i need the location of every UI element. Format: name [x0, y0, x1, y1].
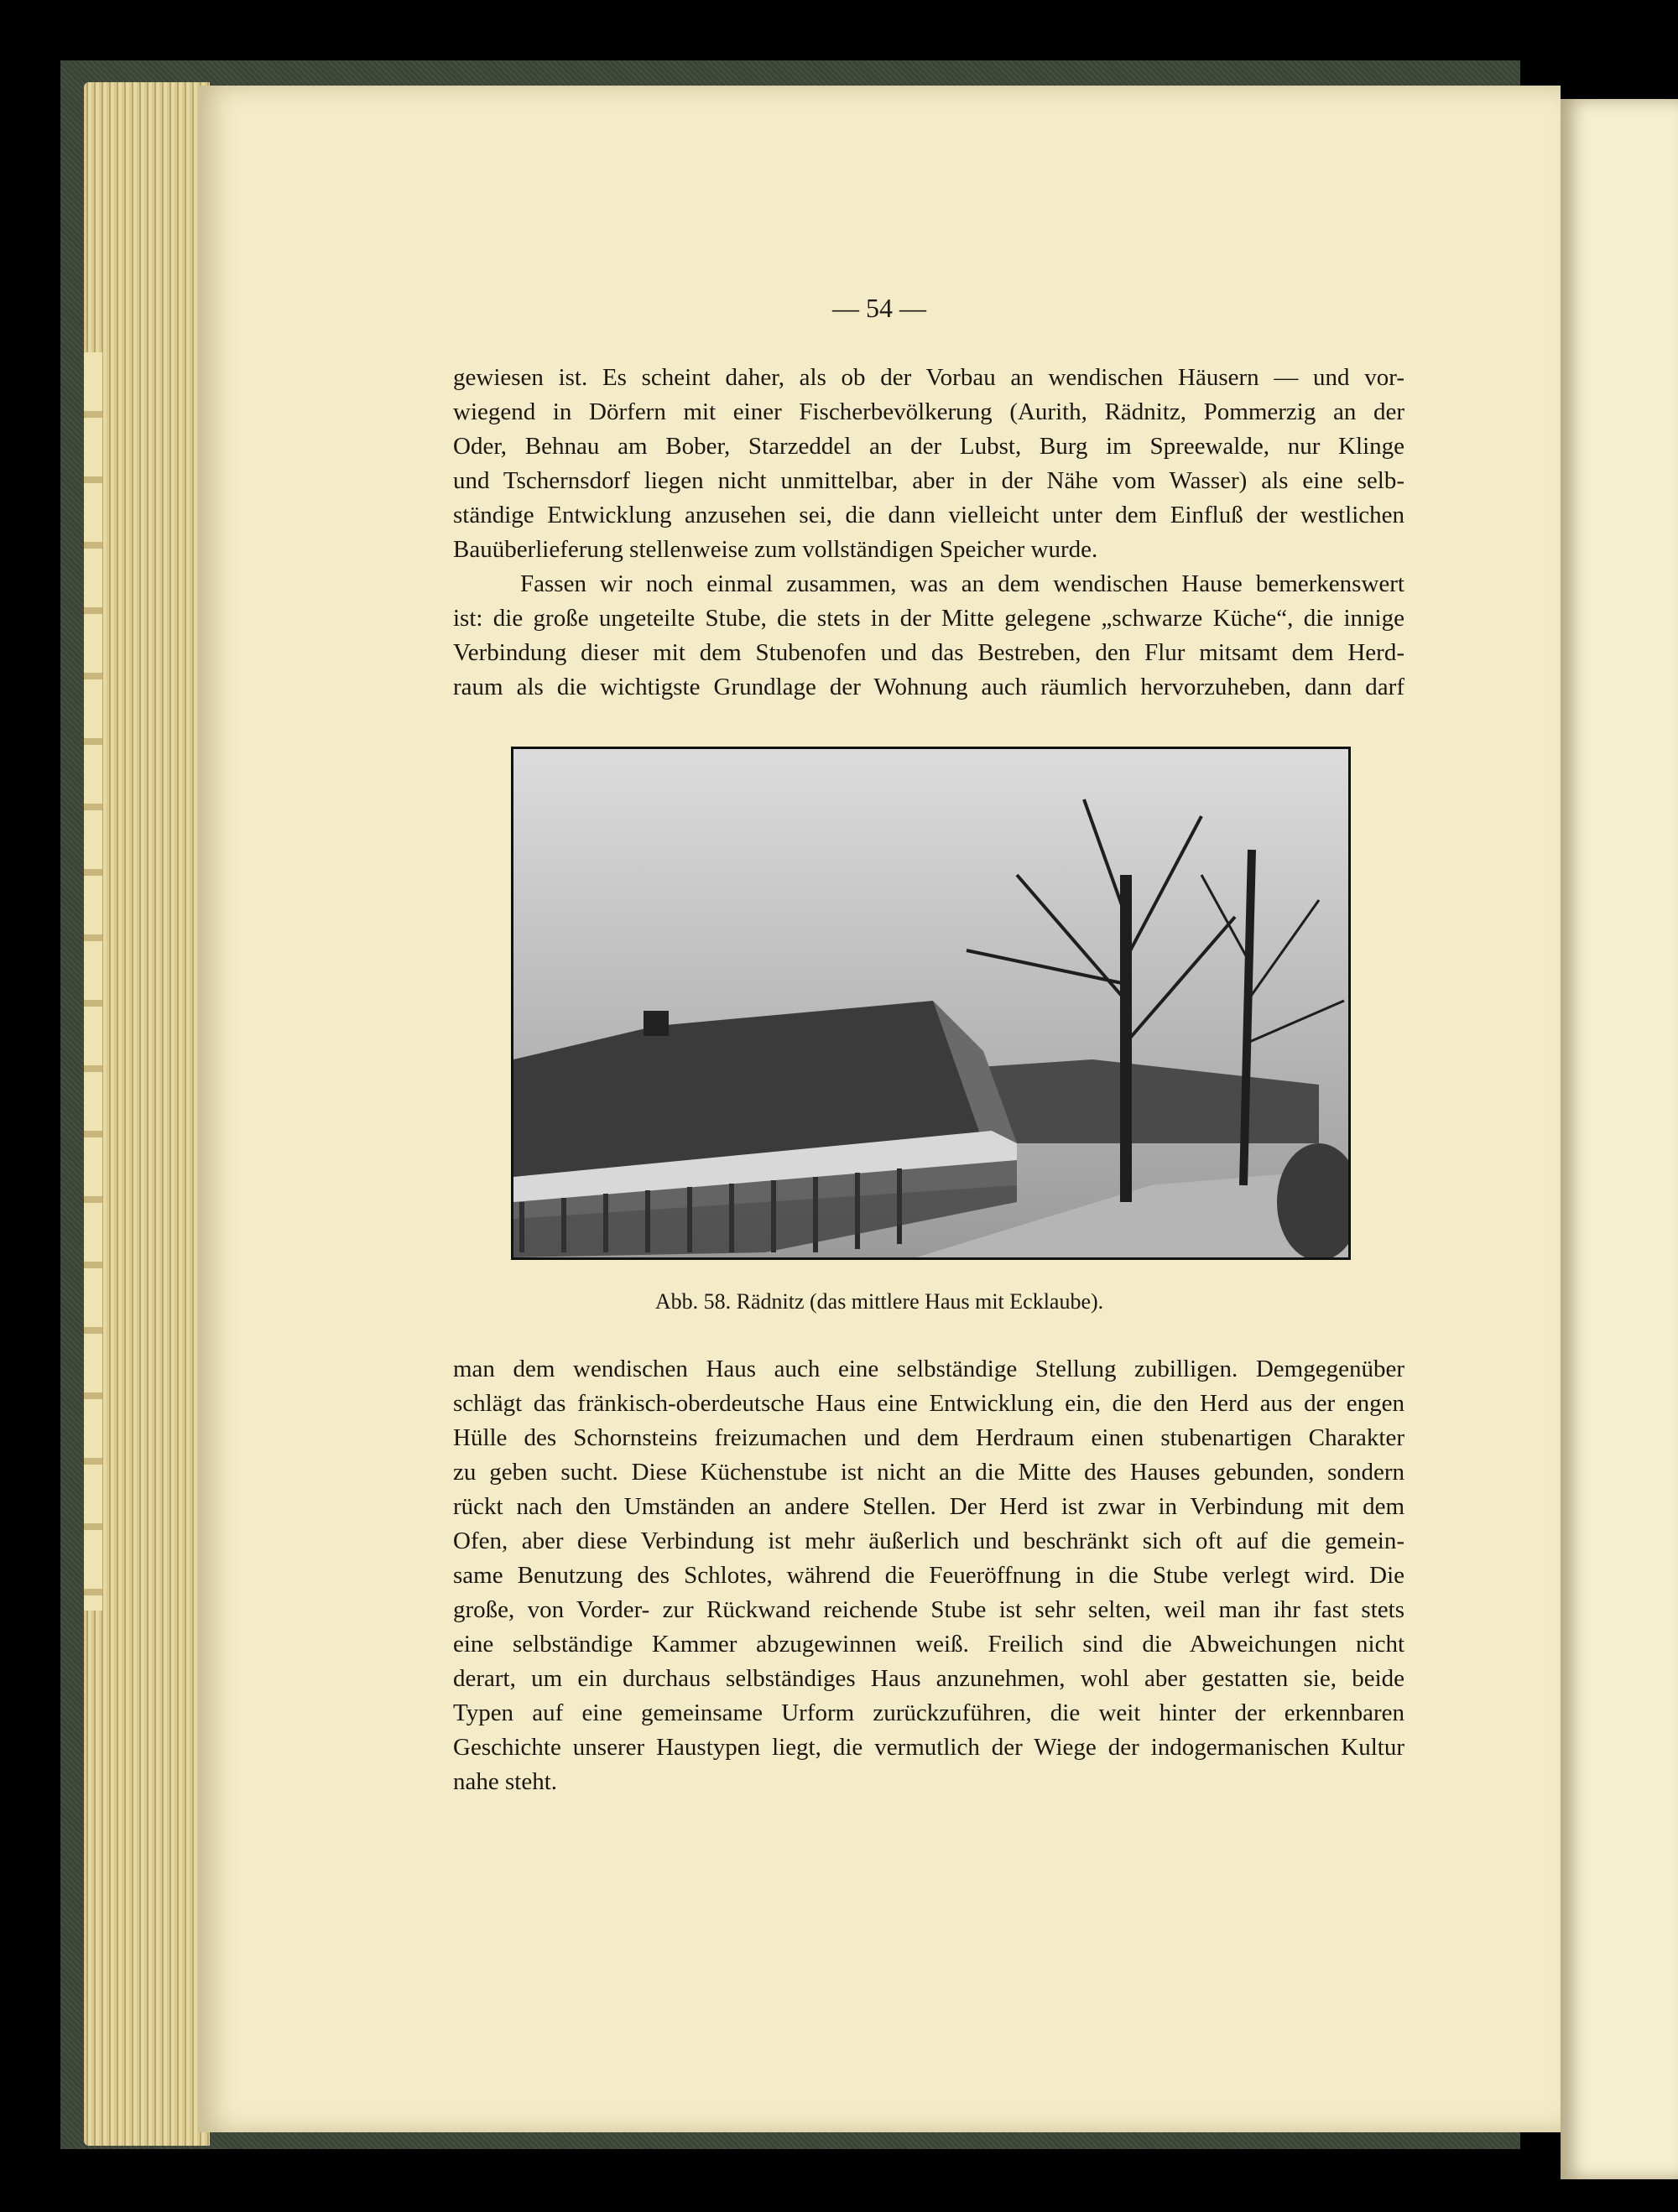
text-line: man dem wendischen Haus auch eine selbständige Stellung zubilligen. Demgegenüber — [453, 1356, 1404, 1382]
text-line: Ofen, aber diese Verbindung ist mehr äußerlich und beschränkt sich oft auf die gemein- — [453, 1528, 1404, 1554]
page-number: — 54 — — [832, 293, 926, 323]
next-page-sliver — [1561, 99, 1678, 2179]
text-line: schlägt das fränkisch-oberdeutsche Haus eine Entwicklung ein, die den Herd aus der engen — [453, 1390, 1404, 1417]
text-line: wiegend in Dörfern mit einer Fischerbevölkerung (Aurith, Rädnitz, Pommerzig an der — [453, 398, 1404, 425]
paragraph-1 — [453, 361, 1404, 567]
text-line: ständige Entwicklung anzusehen sei, die dann vielleicht unter dem Einfluß der westlichen — [453, 502, 1404, 528]
text-line: same Benutzung des Schlotes, während die Feueröffnung in die Stube verlegt wird. Die — [453, 1562, 1404, 1589]
text-line: Verbindung dieser mit dem Stubenofen und das Bestreben, den Flur mitsamt dem Herd- — [453, 639, 1404, 666]
figure-photo-raednitz-house — [511, 747, 1351, 1260]
book-page — [198, 86, 1561, 2132]
text-line: Fassen wir noch einmal zusammen, was an dem wendischen Hause bemerkenswert — [520, 570, 1404, 597]
page-edge-tabs — [84, 352, 102, 1611]
text-line: derart, um ein durchaus selbständiges Haus anzunehmen, wohl aber gestatten sie, beide — [453, 1665, 1404, 1692]
text-line: Oder, Behnau am Bober, Starzeddel an der Lubst, Burg im Spreewalde, nur Klinge — [453, 433, 1404, 460]
text-line: eine selbständige Kammer abzugewinnen weiß. Freilich sind die Abweichungen nicht — [453, 1631, 1404, 1658]
paragraph-3 — [453, 1352, 1404, 1799]
text-line: nahe steht. — [453, 1768, 558, 1795]
text-line: zu geben sucht. Diese Küchenstube ist nicht an die Mitte des Hauses gebunden, sondern — [453, 1459, 1404, 1486]
figure-caption: Abb. 58. Rädnitz (das mittlere Haus mit Ecklaube). — [654, 1289, 1104, 1314]
text-line: raum als die wichtigste Grundlage der Wohnung auch räumlich hervorzuheben, dann darf — [453, 674, 1404, 700]
page-edges — [84, 82, 210, 2146]
text-line: und Tschernsdorf liegen nicht unmittelbar, aber in der Nähe vom Wasser) als eine selb- — [453, 467, 1404, 494]
text-line: rückt nach den Umständen an andere Stellen. Der Herd ist zwar in Verbindung mit dem — [453, 1493, 1404, 1520]
paragraph-2 — [453, 567, 1404, 705]
text-line: Bauüberlieferung stellenweise zum vollständigen Speicher wurde. — [453, 536, 1098, 563]
text-line: ist: die große ungeteilte Stube, die stets in der Mitte gelegene „schwarze Küche“, die innige — [453, 605, 1404, 632]
photo-illustration — [513, 749, 1348, 1257]
text-line: gewiesen ist. Es scheint daher, als ob der Vorbau an wendischen Häusern — und vor- — [453, 364, 1404, 391]
text-line: große, von Vorder- zur Rückwand reichende Stube ist sehr selten, weil man ihr fast stets — [453, 1596, 1404, 1623]
text-line: Typen auf eine gemeinsame Urform zurückzuführen, die weit hinter der erkennbaren — [453, 1699, 1404, 1726]
text-line: Hülle des Schornsteins freizumachen und dem Herdraum einen stubenartigen Charakter — [453, 1424, 1404, 1451]
text-line: Geschichte unserer Haustypen liegt, die vermutlich der Wiege der indogermanischen Kultur — [453, 1734, 1404, 1761]
